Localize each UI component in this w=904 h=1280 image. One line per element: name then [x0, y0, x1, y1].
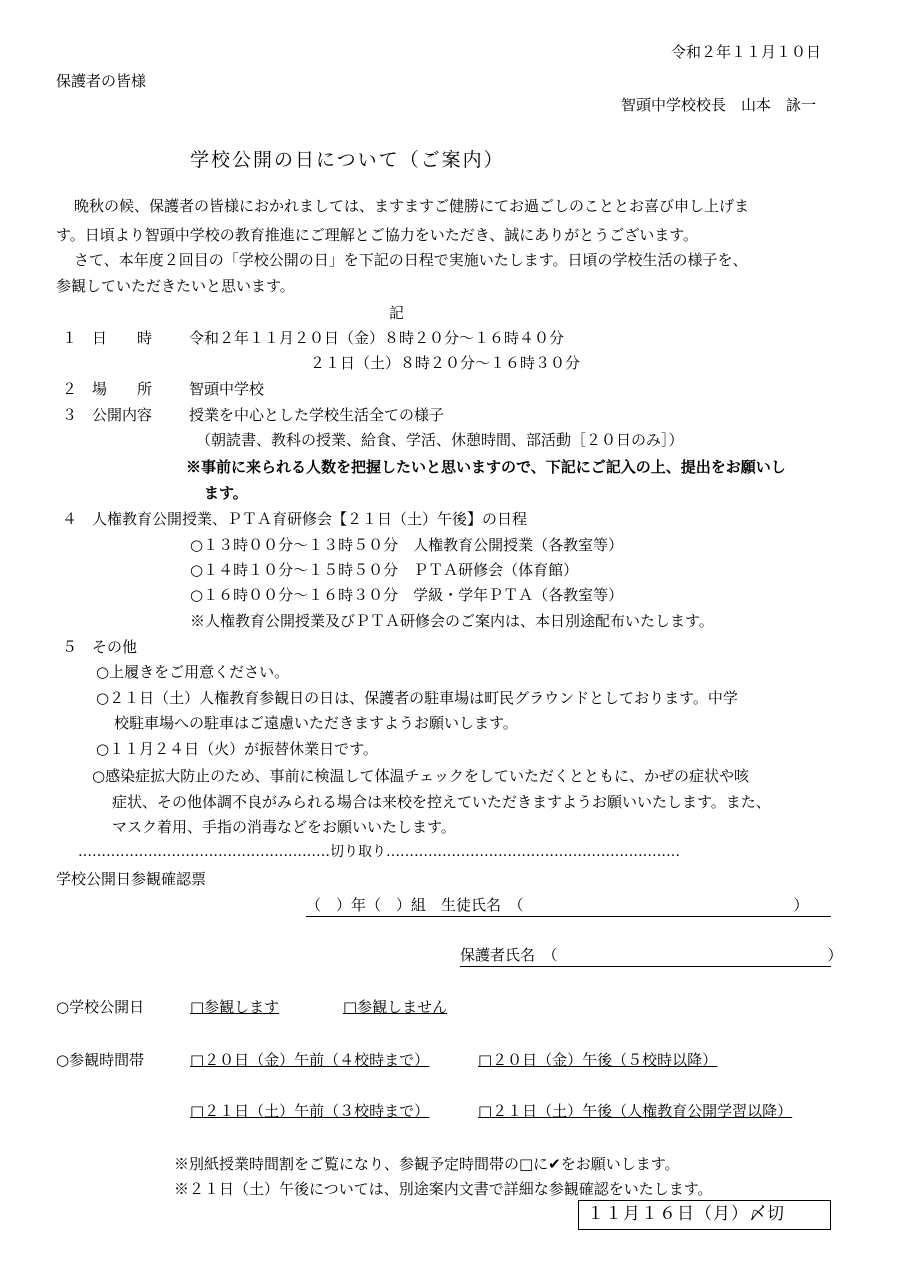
attend-checkbox[interactable]: □参観します: [190, 998, 280, 1016]
item-2-number: ２: [62, 380, 78, 398]
intro-line-4: 参観していただきたいと思います。: [56, 277, 295, 295]
item-3-note-2: ます。: [204, 484, 248, 502]
intro-line-3: さて、本年度２回目の「学校公開の日」を下記の日程で実施いたします。日頃の学校生活の様子を、: [74, 251, 748, 269]
item-3-value-1: 授業を中心とした学校生活全ての様子: [189, 406, 445, 424]
item-1-number: １: [62, 329, 78, 347]
item-1-label: 日 時: [92, 329, 153, 347]
cut-line: ………………………………………………切り取り………………………………………………………: [78, 844, 680, 860]
guardian-name-row: 保護者氏名 （ ）: [460, 946, 843, 964]
form-note-2: ※２１日（土）午後については、別途案内文書で詳細な参観確認をいたします。: [174, 1180, 713, 1198]
item-3-label: 公開内容: [92, 406, 153, 424]
slot-21-am-checkbox[interactable]: □２１日（土）午前（３校時まで）: [190, 1102, 430, 1120]
deadline-box: [578, 1200, 831, 1230]
guardian-name-underline: [460, 966, 831, 967]
time-slot-label: ○参観時間帯: [56, 1051, 145, 1069]
class-name-row: （ ）年（ ）組 生徒氏名 （ ）: [306, 896, 809, 914]
form-note-1: ※別紙授業時間割をご覧になり、参観予定時間帯の□に✔をお願いします。: [174, 1155, 680, 1173]
item-4-label: 人権教育公開授業、ＰＴＡ育研修会【２１日（土）午後】の日程: [92, 510, 528, 528]
deadline-text: １１月１６日（月）〆切: [587, 1204, 785, 1224]
slot-21-pm-checkbox[interactable]: □２１日（土）午後（人権教育公開学習以降）: [478, 1102, 793, 1120]
form-title: 学校公開日参観確認票: [56, 870, 207, 888]
not-attend-checkbox[interactable]: □参観しません: [343, 998, 448, 1016]
item-2-label: 場 所: [92, 380, 153, 398]
item-2-value: 智頭中学校: [189, 380, 265, 398]
item-3-note-1: ※事前に来られる人数を把握したいと思いますので、下記にご記入の上、提出をお願いし: [186, 458, 786, 476]
item-3-value-2: （朝読書、教科の授業、給食、学活、休憩時間、部活動［２０日のみ］）: [196, 431, 684, 449]
item-4-schedule-2: ○１４時１０分～１５時５０分 ＰＴＡ研修会（体育館）: [190, 561, 579, 579]
item-4-note: ※人権教育公開授業及びＰＴＡ研修会のご案内は、本日別途配布いたします。: [190, 612, 714, 630]
item-5-c: ○１１月２４日（火）が振替休業日です。: [96, 740, 378, 758]
item-3-number: ３: [62, 406, 78, 424]
item-1-value-2: ２１日（土）８時２０分～１６時３０分: [310, 354, 581, 372]
intro-line-1: 晩秋の候、保護者の皆様におかれましては、ますますご健勝にてお過ごしのこととお喜び申し上げま: [74, 197, 750, 215]
item-5-d-1: ○感染症拡大防止のため、事前に検温して体温チェックをしていただくとともに、かぜの症状や咳: [92, 767, 750, 785]
item-4-schedule-1: ○１３時００分～１３時５０分 人権教育公開授業（各教室等）: [190, 536, 624, 554]
sender: 智頭中学校校長 山本 詠一: [621, 96, 817, 114]
item-4-schedule-3: ○１６時００分～１６時３０分 学級・学年ＰＴＡ（各教室等）: [190, 586, 624, 604]
item-1-value-1: 令和２年１１月２０日（金）８時２０分～１６時４０分: [189, 329, 565, 347]
item-5-number: ５: [62, 638, 78, 656]
addressee: 保護者の皆様: [56, 72, 147, 90]
document-title: 学校公開の日について（ご案内）: [190, 149, 505, 171]
item-5-b-2: 校駐車場への駐車はご遠慮いただきますようお願いします。: [114, 714, 518, 732]
item-5-a: ○上履きをご用意ください。: [96, 663, 290, 681]
ki-mark: 記: [389, 304, 405, 322]
item-5-b-1: ○２１日（土）人権教育参観日の日は、保護者の駐車場は町民グラウンドとしております。中学: [96, 689, 738, 707]
document-date: 令和２年１１月１０日: [671, 43, 822, 61]
item-5-d-2: 症状、その他体調不良がみられる場合は来校を控えていただきますようお願いいたします。また、: [112, 793, 771, 811]
slot-20-pm-checkbox[interactable]: □２０日（金）午後（５校時以降）: [478, 1051, 718, 1069]
item-5-d-3: マスク着用、手指の消毒などをお願いいたします。: [112, 818, 456, 836]
class-name-underline: [306, 916, 831, 917]
item-4-number: ４: [62, 510, 78, 528]
item-5-label: その他: [92, 638, 138, 656]
slot-20-am-checkbox[interactable]: □２０日（金）午前（４校時まで）: [190, 1051, 430, 1069]
intro-line-2: す。日頃より智頭中学校の教育推進にご理解とご協力をいただき、誠にありがとうございます。: [56, 226, 699, 244]
open-day-label: ○学校公開日: [56, 998, 145, 1016]
